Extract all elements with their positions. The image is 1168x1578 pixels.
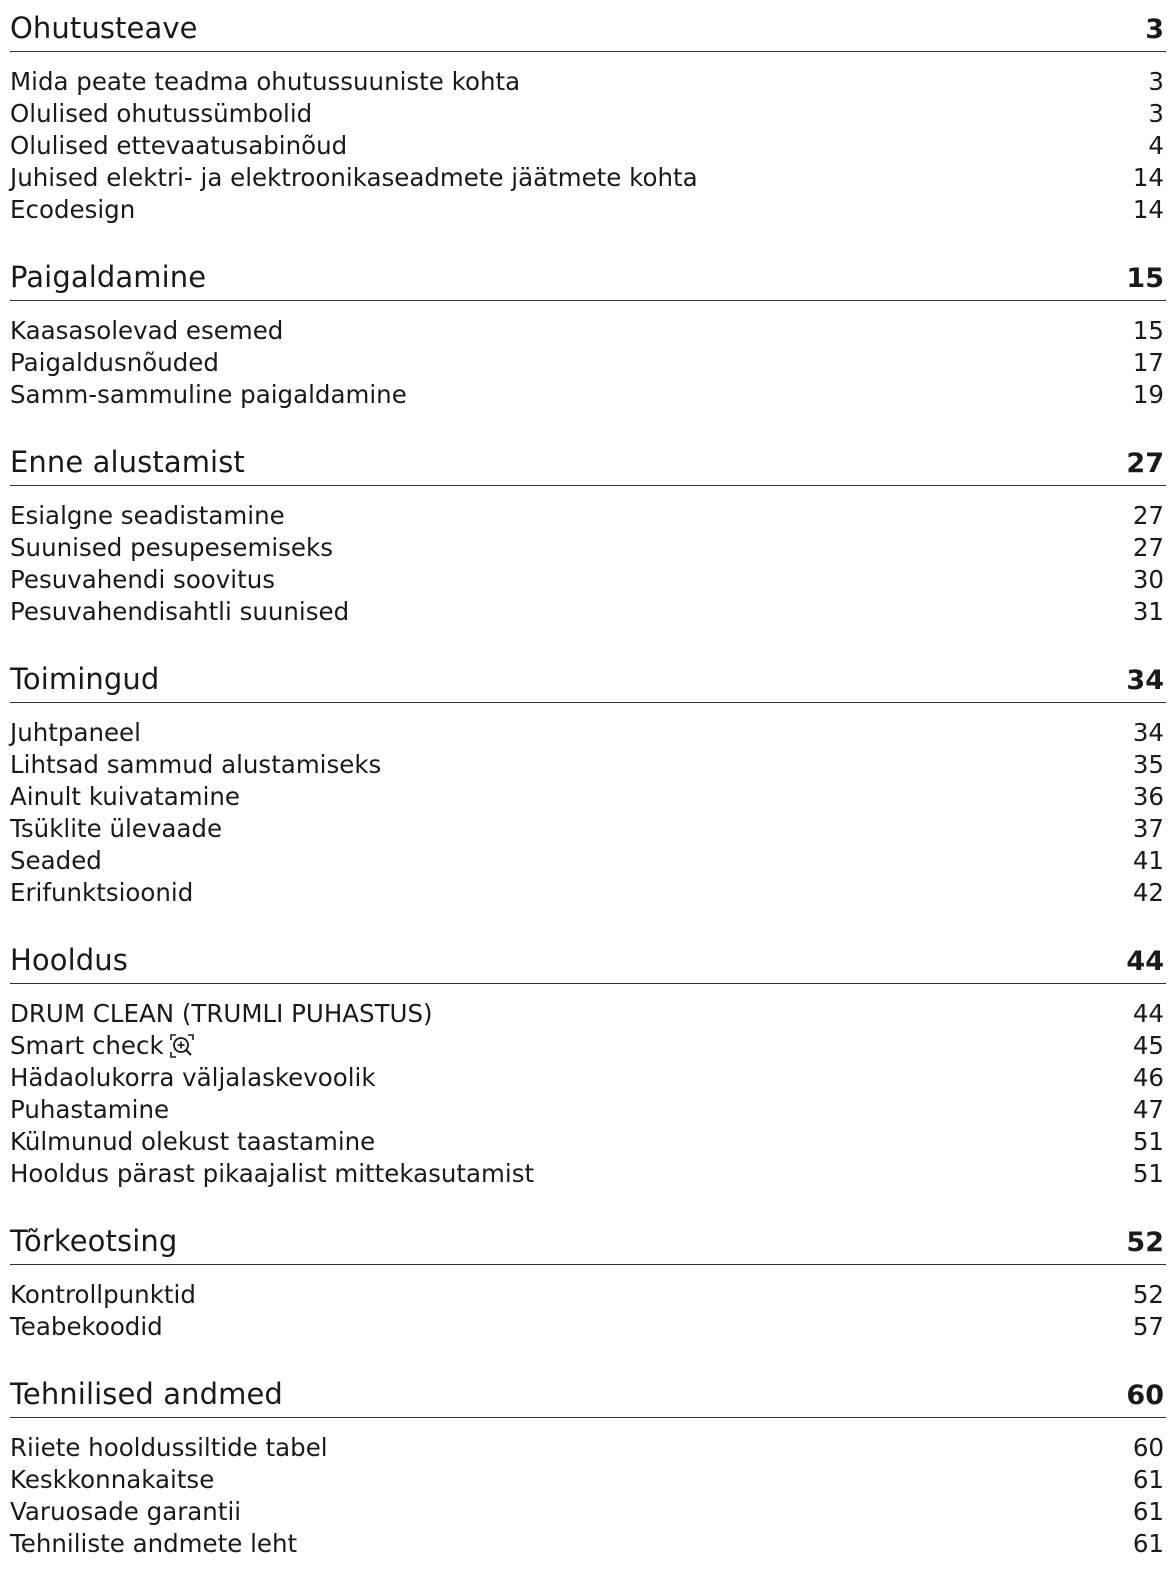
toc-entry-label[interactable]: Ecodesign	[10, 194, 136, 224]
toc-entry[interactable]	[10, 717, 1166, 749]
toc-entry-page-number[interactable]: 41	[1132, 845, 1164, 875]
toc-entry[interactable]	[10, 1432, 1166, 1464]
toc-entry-label-wrap	[10, 194, 136, 224]
section-heading[interactable]	[10, 646, 1166, 703]
toc-entry-label[interactable]: Suunised pesupesemiseks	[10, 532, 333, 562]
section-page-number[interactable]: 27	[1126, 448, 1164, 479]
toc-entry[interactable]	[10, 500, 1166, 532]
toc-entry-list	[10, 1418, 1166, 1578]
toc-entry-page-number[interactable]: 57	[1132, 1311, 1164, 1341]
toc-entry-label-wrap	[10, 1158, 535, 1188]
toc-entry-label[interactable]: Olulised ettevaatusabinõud	[10, 130, 348, 160]
section-title[interactable]: Enne alustamist	[10, 445, 245, 479]
toc-entry-label-wrap	[10, 1496, 242, 1526]
section-page-number[interactable]: 15	[1126, 263, 1164, 294]
toc-entry-list	[10, 1265, 1166, 1361]
section-title[interactable]: Tehnilised andmed	[10, 1377, 283, 1411]
toc-entry-page-number[interactable]: 35	[1132, 749, 1164, 779]
toc-entry-label[interactable]: Juhtpaneel	[10, 717, 141, 747]
toc-entry[interactable]	[10, 532, 1166, 564]
toc-entry-page-number[interactable]: 47	[1132, 1094, 1164, 1124]
toc-entry[interactable]	[10, 130, 1166, 162]
toc-entry-page-number[interactable]: 46	[1132, 1062, 1164, 1092]
toc-entry-label-wrap	[10, 500, 285, 530]
toc-entry-page-number[interactable]: 37	[1132, 813, 1164, 843]
toc-entry-page-number[interactable]: 31	[1132, 596, 1164, 626]
toc-entry-label-wrap	[10, 98, 313, 128]
toc-section	[10, 927, 1166, 1208]
toc-entry-label-wrap	[10, 596, 350, 626]
section-page-number[interactable]: 3	[1145, 14, 1164, 45]
toc-entry-label[interactable]: Lihtsad sammud alustamiseks	[10, 749, 382, 779]
toc-entry-label[interactable]: Teabekoodid	[10, 1311, 163, 1341]
toc-entry-page-number[interactable]: 61	[1132, 1464, 1164, 1494]
toc-entry[interactable]	[10, 315, 1166, 347]
toc-entry-label[interactable]: Ainult kuivatamine	[10, 781, 240, 811]
toc-entry-list	[10, 301, 1166, 429]
toc-entry-label-wrap	[10, 717, 141, 747]
toc-entry-label[interactable]: Hädaolukorra väljalaskevoolik	[10, 1062, 376, 1092]
toc-entry[interactable]	[10, 162, 1166, 194]
toc-entry-label-wrap	[10, 1279, 196, 1309]
toc-section	[10, 429, 1166, 646]
toc-entry-label-wrap	[10, 1528, 298, 1558]
toc-entry-list	[10, 486, 1166, 646]
toc-entry-page-number[interactable]: 61	[1132, 1528, 1164, 1558]
toc-entry-page-number[interactable]: 15	[1132, 315, 1164, 345]
toc-entry-label[interactable]: Juhised elektri- ja elektroonikaseadmete jäätmete kohta	[10, 162, 698, 192]
toc-entry-label[interactable]: Pesuvahendi soovitus	[10, 564, 276, 594]
toc-entry-label[interactable]: Hooldus pärast pikaajalist mittekasutamist	[10, 1158, 535, 1188]
toc-entry-label-wrap	[10, 813, 223, 843]
toc-entry-label[interactable]: Olulised ohutussümbolid	[10, 98, 313, 128]
section-heading[interactable]	[10, 927, 1166, 984]
toc-entry-label[interactable]: Erifunktsioonid	[10, 877, 194, 907]
section-title[interactable]: Paigaldamine	[10, 260, 207, 294]
toc-entry-list	[10, 52, 1166, 244]
section-heading[interactable]	[10, 0, 1166, 52]
toc-section	[10, 1361, 1166, 1578]
toc-entry[interactable]	[10, 347, 1166, 379]
toc-entry-label-wrap	[10, 130, 348, 160]
toc-entry-label-wrap	[10, 749, 382, 779]
section-title[interactable]: Ohutusteave	[10, 11, 198, 45]
toc-entry-page-number[interactable]: 42	[1132, 877, 1164, 907]
section-heading[interactable]	[10, 1361, 1166, 1418]
toc-entry[interactable]	[10, 781, 1166, 813]
toc-entry[interactable]	[10, 564, 1166, 596]
toc-entry-page-number[interactable]: 34	[1132, 717, 1164, 747]
toc-entry-label-wrap	[10, 1032, 196, 1060]
toc-section	[10, 1208, 1166, 1361]
toc-entry-page-number[interactable]: 44	[1132, 998, 1164, 1028]
toc-entry-label[interactable]: DRUM CLEAN (TRUMLI PUHASTUS)	[10, 998, 433, 1028]
toc-entry-label[interactable]: Samm-sammuline paigaldamine	[10, 379, 407, 409]
section-page-number[interactable]: 60	[1126, 1380, 1164, 1411]
toc-entry[interactable]	[10, 813, 1166, 845]
toc-entry-label-wrap	[10, 347, 219, 377]
toc-entry[interactable]	[10, 877, 1166, 909]
toc-entry-page-number[interactable]: 14	[1132, 162, 1164, 192]
toc-entry-label[interactable]: Varuosade garantii	[10, 1496, 242, 1526]
toc-entry[interactable]	[10, 998, 1166, 1030]
toc-entry-label[interactable]: Riiete hooldussiltide tabel	[10, 1432, 328, 1462]
toc-entry-page-number[interactable]: 60	[1132, 1432, 1164, 1462]
section-title[interactable]: Toimingud	[10, 662, 160, 696]
toc-entry-page-number[interactable]: 36	[1132, 781, 1164, 811]
toc-entry-page-number[interactable]: 27	[1132, 532, 1164, 562]
toc-entry[interactable]	[10, 66, 1166, 98]
toc-entry-page-number[interactable]: 51	[1132, 1158, 1164, 1188]
toc-entry-label-wrap	[10, 564, 276, 594]
toc-section	[10, 0, 1166, 244]
toc-entry[interactable]	[10, 845, 1166, 877]
toc-entry-label[interactable]: Keskkonnakaitse	[10, 1464, 215, 1494]
toc-entry[interactable]	[10, 1496, 1166, 1528]
toc-entry-label[interactable]: Tehniliste andmete leht	[10, 1528, 298, 1558]
magnifier-plus-icon	[168, 1032, 196, 1060]
toc-entry[interactable]	[10, 1528, 1166, 1560]
toc-entry-label-wrap	[10, 66, 521, 96]
toc-entry-label-wrap	[10, 532, 333, 562]
toc-entry-page-number[interactable]: 4	[1148, 130, 1164, 160]
toc-entry-label-wrap	[10, 1432, 328, 1462]
section-page-number[interactable]: 34	[1126, 665, 1164, 696]
toc-entry-label-wrap	[10, 1126, 376, 1156]
toc-entry-label[interactable]: Pesuvahendisahtli suunised	[10, 596, 350, 626]
toc-entry-page-number[interactable]: 17	[1132, 347, 1164, 377]
toc-entry-label[interactable]: Paigaldusnõuded	[10, 347, 219, 377]
toc-entry-page-number[interactable]: 45	[1132, 1030, 1164, 1060]
toc-entry-page-number[interactable]: 30	[1132, 564, 1164, 594]
toc-entry-label-wrap	[10, 379, 407, 409]
section-heading[interactable]	[10, 1208, 1166, 1265]
section-title[interactable]: Tõrkeotsing	[10, 1224, 178, 1258]
toc-entry-page-number[interactable]: 3	[1148, 66, 1164, 96]
toc-entry[interactable]	[10, 379, 1166, 411]
toc-entry-page-number[interactable]: 19	[1132, 379, 1164, 409]
toc-section	[10, 244, 1166, 429]
toc-entry-label[interactable]: Smart check	[10, 1031, 164, 1060]
toc-entry[interactable]	[10, 1094, 1166, 1126]
toc-entry[interactable]	[10, 1464, 1166, 1496]
toc-entry-label-wrap	[10, 162, 698, 192]
toc-entry[interactable]	[10, 596, 1166, 628]
section-heading[interactable]	[10, 244, 1166, 301]
toc-entry-list	[10, 703, 1166, 927]
toc-entry-page-number[interactable]: 14	[1132, 194, 1164, 224]
toc-entry[interactable]	[10, 1126, 1166, 1158]
toc-entry[interactable]	[10, 1030, 1166, 1062]
toc-entry-label-wrap	[10, 998, 433, 1028]
toc-entry-label-wrap	[10, 1464, 215, 1494]
toc-section	[10, 646, 1166, 927]
section-page-number[interactable]: 52	[1126, 1227, 1164, 1258]
toc-entry-label[interactable]: Kaasasolevad esemed	[10, 315, 284, 345]
section-title[interactable]: Hooldus	[10, 943, 128, 977]
toc-entry-label-wrap	[10, 315, 284, 345]
toc-entry-page-number[interactable]: 3	[1148, 98, 1164, 128]
section-page-number[interactable]: 44	[1126, 946, 1164, 977]
toc-entry-label-wrap	[10, 1094, 170, 1124]
toc-entry-label[interactable]: Külmunud olekust taastamine	[10, 1126, 376, 1156]
toc-entry[interactable]	[10, 194, 1166, 226]
toc-entry[interactable]	[10, 1158, 1166, 1190]
toc-entry-label[interactable]: Mida peate teadma ohutussuuniste kohta	[10, 66, 521, 96]
toc-entry-label[interactable]: Esialgne seadistamine	[10, 500, 285, 530]
toc-entry[interactable]	[10, 98, 1166, 130]
section-heading[interactable]	[10, 429, 1166, 486]
table-of-contents	[10, 0, 1166, 1578]
toc-entry[interactable]	[10, 749, 1166, 781]
toc-entry-list	[10, 984, 1166, 1208]
toc-entry[interactable]	[10, 1311, 1166, 1343]
toc-entry-label-wrap	[10, 877, 194, 907]
toc-entry[interactable]	[10, 1279, 1166, 1311]
toc-entry-label-wrap	[10, 845, 102, 875]
toc-entry-label-wrap	[10, 1062, 376, 1092]
toc-entry-label-wrap	[10, 781, 240, 811]
toc-entry-page-number[interactable]: 61	[1132, 1496, 1164, 1526]
toc-entry-page-number[interactable]: 27	[1132, 500, 1164, 530]
toc-entry-label[interactable]: Kontrollpunktid	[10, 1279, 196, 1309]
toc-entry-page-number[interactable]: 52	[1132, 1279, 1164, 1309]
toc-entry-label[interactable]: Seaded	[10, 845, 102, 875]
toc-entry-label[interactable]: Puhastamine	[10, 1094, 170, 1124]
toc-entry-page-number[interactable]: 51	[1132, 1126, 1164, 1156]
toc-entry-label[interactable]: Tsüklite ülevaade	[10, 813, 223, 843]
toc-entry-label-wrap	[10, 1311, 163, 1341]
toc-entry[interactable]	[10, 1062, 1166, 1094]
